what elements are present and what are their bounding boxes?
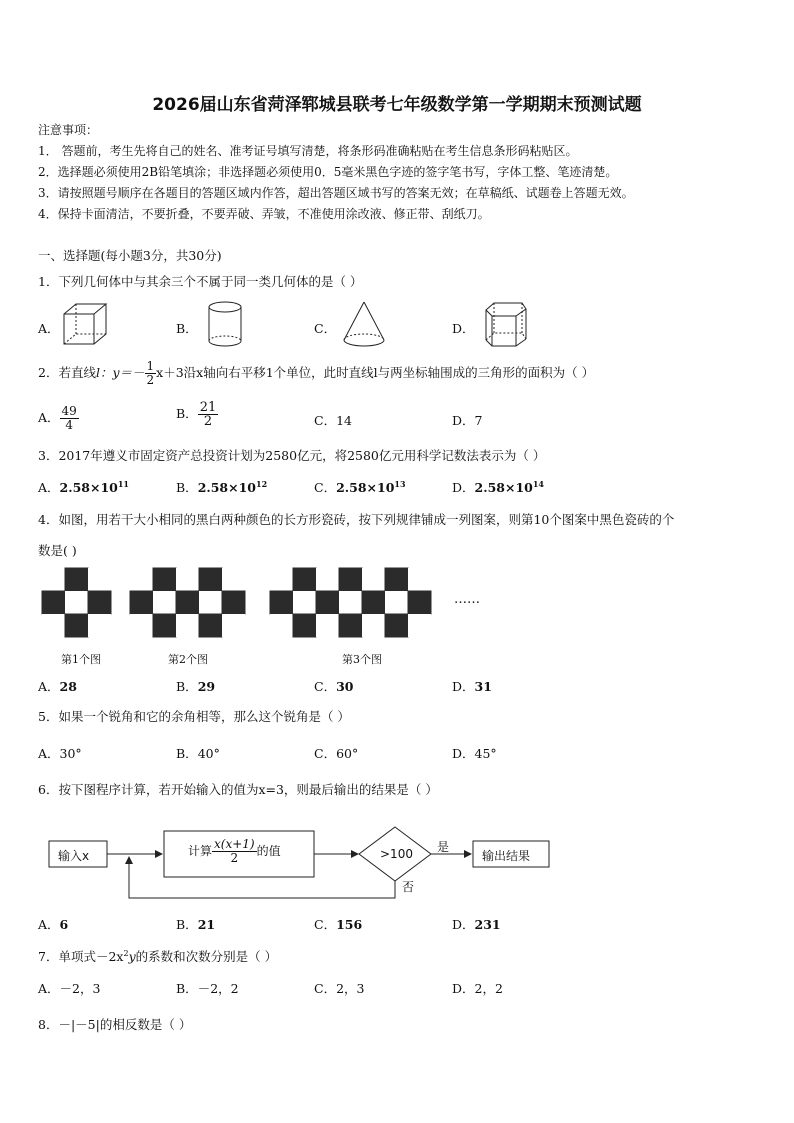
q4-option-d-label: D． [452,679,475,694]
q5-option-c-value: 60° [336,746,359,761]
page-title: 2026届山东省菏泽郓城县联考七年级数学第一学期期末预测试题 [152,95,642,115]
q2-option-b-num: 21 [199,400,217,415]
q2-option-b-label: B． [176,406,198,421]
q6-option-b [176,915,215,933]
q3-option-d-base: 2.58×10 [474,480,533,495]
q6-option-c [314,915,362,933]
q3-option-c-label: C． [314,480,337,495]
flow-input-label: 输入x [58,849,90,863]
q5-option-b-value: 40° [197,746,220,761]
q7-option-c-value: 2，3 [336,981,365,996]
q7-option-a-label: A． [38,981,60,996]
q1-text: 1．下列几何体中与其余三个不属于同一类几何体的是（ ） [38,274,363,289]
flow-calc-label [188,838,281,865]
q3-option-a-label: A． [38,480,60,495]
caption-figure-1: 第1个图 [61,653,101,666]
caption-figure-3: 第3个图 [342,653,382,666]
note-item-1: 1． 答题前，考生先将自己的姓名、准考证号填写清楚，将条形码准确粘贴在考生信息条形码粘贴区。 [38,144,578,158]
section-heading: 一、选择题(每小题3分，共30分) [38,248,222,263]
notes-heading: 注意事项： [38,123,99,137]
q7-option-b-label: B． [176,981,198,996]
q2-line-eq: l：y＝－ [95,365,145,380]
q2-suffix: x＋3沿x轴向右平移1个单位，此时直线l与两坐标轴围成的三角形的面积为（ ） [156,365,595,380]
q5-option-a-value: 30° [59,746,82,761]
q2-fraction-num: 1 [146,359,155,373]
q5-option-d-value: 45° [474,746,497,761]
q1-option-b-label: B． [176,321,198,336]
flow-calc-num: x(x+1) [214,837,255,851]
q6-option-a-value: 6 [59,917,69,932]
q3-option-a-base: 2.58×10 [59,480,118,495]
flow-yes-label: 是 [437,840,450,854]
q3-option-b-label: B． [176,480,198,495]
q4-option-a-label: A． [38,679,60,694]
q7-option-c [314,979,364,997]
flow-output-label: 输出结果 [482,849,531,863]
q7-option-d [452,979,503,997]
q6-text: 6．按下图程序计算，若开始输入的值为x=3，则最后输出的结果是（ ） [38,782,438,797]
q2-prefix: 2．若直线 [38,365,96,380]
q6-option-b-value: 21 [197,917,216,932]
q7-option-d-label: D． [452,981,475,996]
q8-text: 8．－|－5|的相反数是（ ） [38,1017,192,1032]
q4-option-a-value: 28 [59,679,77,694]
q2-option-d-value: 7 [474,413,483,428]
q6-option-a-label: A． [38,917,60,932]
q7-text [38,947,277,965]
q5-option-d-label: D． [452,746,475,761]
q3-option-d-exp: 14 [532,478,544,489]
note-item-2: 2．选择题必须使用2B铅笔填涂；非选择题必须使用0．5毫米黑色字迹的签字笔书写，字体工整、笔迹清楚。 [38,165,618,179]
q6-option-a [38,915,68,933]
q4-option-c-value: 30 [336,679,354,694]
q6-option-c-label: C． [314,917,337,932]
flow-no-label: 否 [402,880,415,894]
q8-suffix: 的相反数是（ ） [99,1017,192,1032]
q4-option-b-label: B． [176,679,198,694]
q1-option-c-label: C． [314,321,337,336]
q3-text: 3．2017年遵义市固定资产总投资计划为2580亿元，将2580亿元用科学记数法表示为（ ） [38,448,546,463]
q2-option-a-label: A． [38,410,60,425]
q2-option-a-num: 49 [61,404,77,418]
q4-option-b-value: 29 [197,679,216,694]
q2-fraction-den: 2 [146,373,155,387]
q7-exponent: 2 [123,948,129,958]
q6-option-c-value: 156 [336,917,363,932]
q6-option-b-label: B． [176,917,198,932]
q3-option-b-exp: 12 [256,478,268,489]
flow-calc-fraction [212,838,257,865]
q7-option-d-value: 2，2 [474,981,503,996]
q2-option-d-label: D． [452,413,475,428]
flow-condition-label: >100 [380,847,413,861]
note-item-4: 4．保持卡面清洁，不要折叠，不要弄破、弄皱，不准使用涂改液、修正带、刮纸刀。 [38,207,490,221]
q7-option-b-value: －2，2 [197,981,239,996]
q7-suffix: 的系数和次数分别是（ ） [135,949,278,964]
q3-option-a-exp: 11 [117,478,129,489]
flow-calc-post: 的值 [256,844,281,858]
q2-option-a-den: 4 [65,418,73,432]
q7-option-c-label: C． [314,981,337,996]
q2-option-b-den: 2 [203,414,213,429]
q4-option-d-value: 31 [474,679,492,694]
q2-option-c-value: 14 [336,413,352,428]
flow-calc-den: 2 [230,851,239,865]
note-item-3: 3．请按照题号顺序在各题目的答题区域内作答，超出答题区域书写的答案无效；在草稿纸、试题卷上答题无效。 [38,186,634,200]
q3-option-d-label: D． [452,480,475,495]
q3-option-c-base: 2.58×10 [336,480,395,495]
pattern-ellipsis: …… [454,592,480,607]
q7-option-b [176,979,239,997]
q7-option-a-value: －2，3 [59,981,101,996]
q5-text: 5．如果一个锐角和它的余角相等，那么这个锐角是（ ） [38,709,350,724]
q6-option-d-value: 231 [474,917,501,932]
q2-option-c-label: C． [314,413,337,428]
q7-variable: y [128,949,136,964]
q1-option-d-label: D． [452,321,475,336]
q4-option-c-label: C． [314,679,337,694]
q5-option-b-label: B． [176,746,198,761]
q5-option-a-label: A． [38,746,60,761]
q4-text-line2: 数是( ) [38,543,77,558]
q3-option-c-exp: 13 [394,478,406,489]
q3-option-b-base: 2.58×10 [197,480,257,495]
caption-figure-2: 第2个图 [168,653,208,666]
flow-calc-pre: 计算 [188,844,213,858]
q6-option-d [452,915,501,933]
q8-expression: －|－5| [58,1017,100,1032]
q7-option-a [38,979,100,997]
q1-option-a-label: A． [38,321,60,336]
q7-prefix: 7．单项式－2x [38,949,124,964]
q6-option-d-label: D． [452,917,475,932]
q4-text-line1: 4．如图，用若干大小相同的黑白两种颜色的长方形瓷砖，按下列规律铺成一列图案，则第10个图案中黑色瓷砖的个 [38,512,675,527]
q5-option-c-label: C． [314,746,337,761]
